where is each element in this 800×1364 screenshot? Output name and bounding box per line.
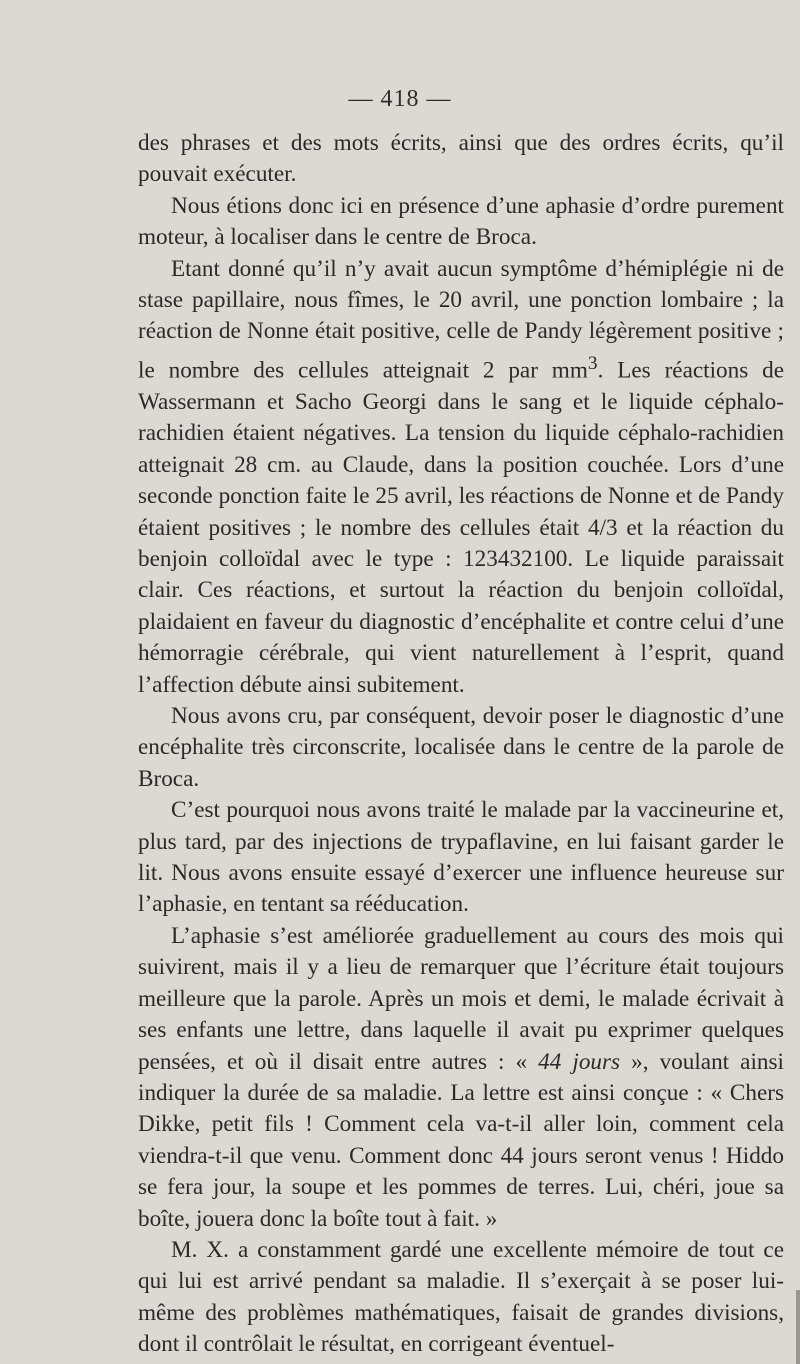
paragraph-text-part: . Les réactions de Wassermann et Sacho Georgi dans le sang et le liquide céphalo-rachidien étaient négatives. La tension du liquide céphalo-rachidien atteignait 28 cm. au Claude, dans la position couchée. Lors d’une seconde ponction faite le 25 avril, les réactions de Nonne et de Pandy étaient positives ; le nombre des cellules était 4/3 et la réaction du benjoin colloïdal avec le type : 123432100. Le liquide paraissait clair. Ces réactions, et surtout la réaction du benjoin colloïdal, plaidaient en faveur du diagnostic d’encéphalite et contre celui d’une hémorragie cérébrale, qui vient naturellement à l’esprit, quand l’affection débute ainsi subitement. (138, 357, 785, 698)
superscript: 3 (587, 352, 598, 374)
paragraph-text-part: Etant donné qu’il n’y avait aucun symptôme d’hémiplégie ni de stase papillaire, nous fîmes, le 20 avril, une ponction lombaire ; la réaction de Nonne était positive, celle de Pandy légèrement positive ; le nombre des cellules atteignait 2 par mm (138, 255, 784, 384)
paragraph-continuation: des phrases et des mots écrits, ainsi que des ordres écrits, qu’il pouvait exécuter. (138, 130, 784, 188)
paragraph-diagnosis: Nous avons cru, par conséquent, devoir poser le diagnostic d’une encéphalite très circonscrite, localisée dans le centre de la parole de Broca. (138, 703, 784, 792)
paragraph-aphasia-motor: Nous étions donc ici en présence d’une aphasie d’ordre purement moteur, à localiser dans le centre de Broca. (138, 192, 784, 251)
italic-text: 44 jours (538, 1048, 621, 1075)
body-text (138, 128, 784, 1361)
page-edge-shadow (796, 1290, 800, 1364)
paragraph-text-part: L’aphasie s’est améliorée graduellement au cours des mois qui suivirent, mais il y a lieu de remarquer que l’écriture était toujours meilleure que la parole. Après un mois et demi, le malade écrivait à ses enfants une lettre, dans laquelle il avait pu exprimer quelques pensées, et où il disait entre autres : « (138, 922, 784, 1075)
paragraph-improvement (138, 921, 784, 1235)
paragraph-treatment: C’est pourquoi nous avons traité le malade par la vaccineurine et, plus tard, par des injections de trypaflavine, en lui faisant garder le lit. Nous avons ensuite essayé d’exercer une influence heureuse sur l’aphasie, en tentant sa rééducation. (138, 797, 784, 918)
paragraph-text-part: », voulant ainsi indiquer la durée de sa maladie. La lettre est ainsi conçue : « Chers Dikke, petit fils ! Comment cela va-t-il aller loin, comment cela viendra-t-il que venu. Comment donc 44 jours seront venus ! Hiddo se fera jour, la soupe et les pommes de terres. Lui, chéri, joue sa boîte, jouera donc la boîte tout à fait. » (138, 1048, 784, 1232)
paragraph-memory: M. X. a constamment gardé une excellente mémoire de tout ce qui lui est arrivé pendant sa maladie. Il s’exerçait à se poser lui-même des problèmes mathématiques, faisait de grandes divisions, dont il contrôlait le résultat, en corrigeant éventuel- (138, 1236, 784, 1358)
page-number: — 418 — (348, 86, 452, 112)
paragraph-lumbar-puncture (138, 254, 784, 701)
